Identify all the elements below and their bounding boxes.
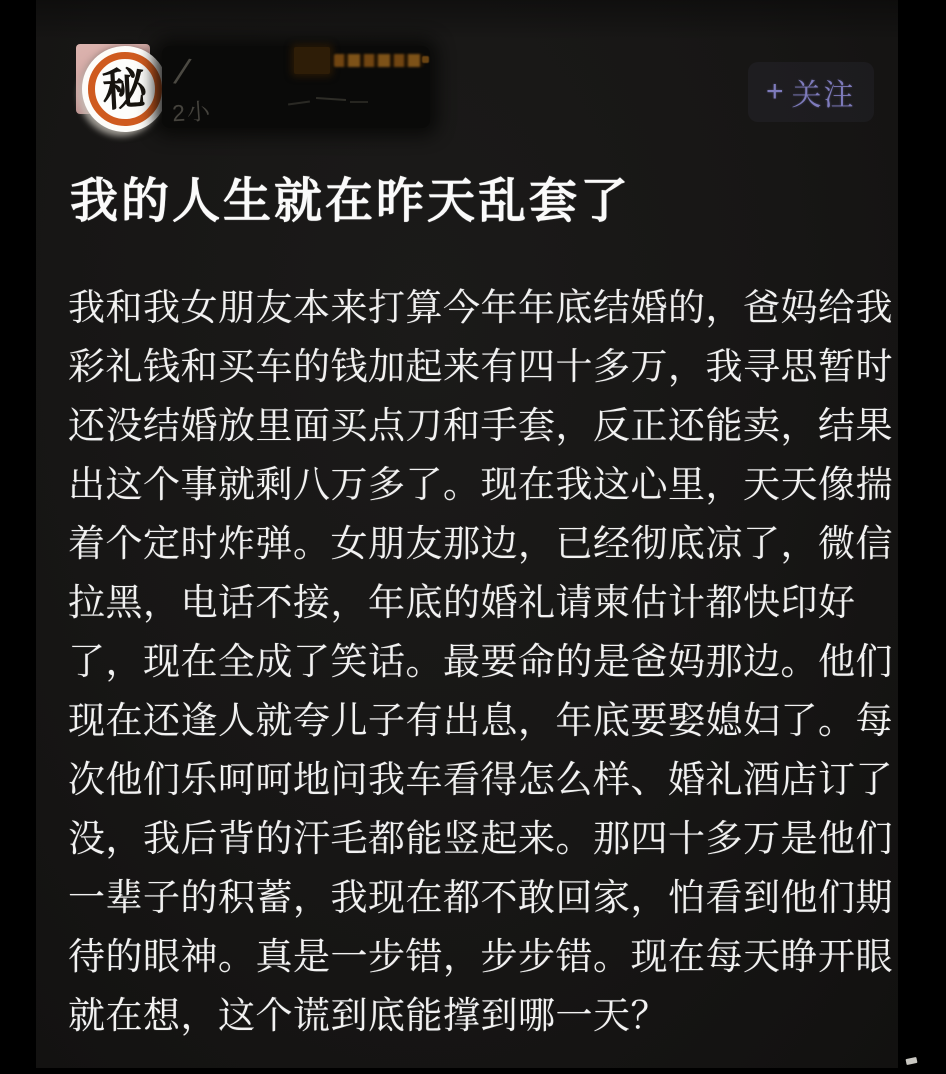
body-text-line: 出这个事就剩八万多了。现在我这心里，天天像揣	[68, 464, 893, 505]
body-text-line: 待的眼神。真是一步错，步步错。现在每天睁开眼	[68, 936, 893, 977]
body-text-line: 了，现在全成了笑话。最要命的是爸妈那边。他们	[68, 641, 893, 682]
censored-badge-block	[294, 47, 330, 74]
timestamp-remnant: 2小	[171, 97, 213, 127]
username-remnant-marks	[288, 96, 378, 114]
remnant-mark	[288, 100, 310, 105]
post-title: 我的人生就在昨天乱套了	[70, 175, 632, 228]
body-text-line: 彩礼钱和买车的钱加起来有四十多万，我寻思暂时	[68, 346, 893, 387]
secret-seal-icon	[82, 46, 168, 132]
body-text-line: 就在想，这个谎到底能撑到哪一天？	[68, 995, 668, 1036]
body-text-line: 现在还逢人就夸儿子有出息，年底要娶媳妇了。每	[68, 700, 893, 741]
post-card	[36, 0, 898, 1068]
avatar-character: 秘	[101, 62, 149, 116]
body-text-line: 我和我女朋友本来打算今年年底结婚的，爸妈给我	[68, 287, 893, 328]
username-remnant-stroke: /	[173, 50, 190, 93]
body-text-line: 一辈子的积蓄，我现在都不敢回家，怕看到他们期	[68, 877, 893, 918]
post-body	[68, 278, 894, 1045]
body-text-line: 次他们乐呵呵地问我车看得怎么样、婚礼酒店订了	[68, 759, 893, 800]
plus-icon: +	[766, 75, 786, 108]
censored-badge-dot	[422, 56, 429, 63]
remnant-mark	[316, 97, 346, 101]
body-text-line: 拉黑，电话不接，年底的婚礼请柬估计都快印好	[68, 582, 856, 623]
follow-button-label: 关注	[791, 79, 856, 112]
avatar-orange-ring	[88, 52, 162, 126]
censored-badge-streak	[334, 54, 424, 67]
body-text-line: 没，我后背的汗毛都能竖起来。那四十多万是他们	[68, 818, 893, 859]
follow-button[interactable]	[748, 62, 874, 122]
image-artifact-speck	[905, 1057, 917, 1065]
body-text-line: 还没结婚放里面买点刀和手套，反正还能卖，结果	[68, 405, 893, 446]
body-text-line: 着个定时炸弹。女朋友那边，已经彻底凉了，微信	[68, 523, 893, 564]
remnant-mark	[350, 101, 368, 103]
